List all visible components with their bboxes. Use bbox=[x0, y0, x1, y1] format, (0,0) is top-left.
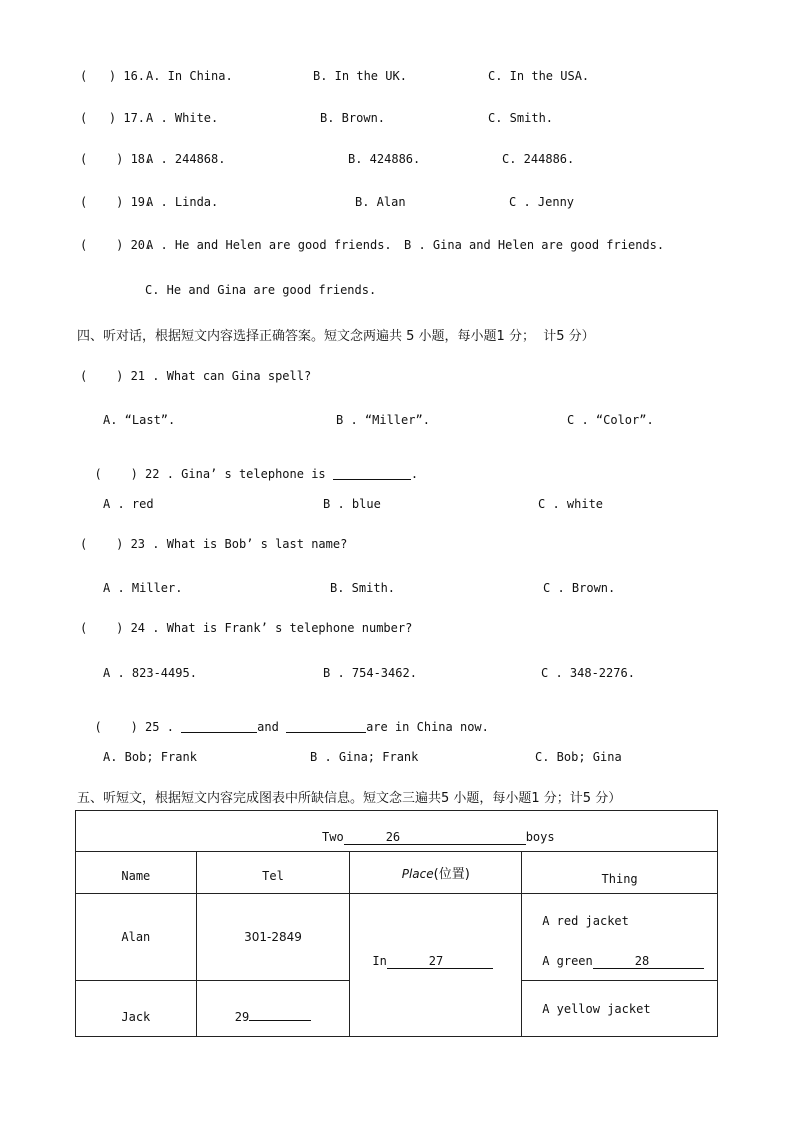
q25-option-c: C. Bob; Gina bbox=[535, 750, 622, 764]
header-place-text: Place bbox=[401, 867, 434, 881]
q20-option-a: A . He and Helen are good friends. bbox=[146, 238, 392, 252]
q23-stem: ( ) 23 . What is Bob’ s last name? bbox=[80, 537, 348, 551]
alan-name: Alan bbox=[121, 930, 151, 944]
blank-27-number: 27 bbox=[428, 953, 444, 968]
q18-paren: ( ) 18. bbox=[80, 152, 153, 166]
q22-option-b: B . blue bbox=[323, 497, 381, 511]
header-thing bbox=[522, 852, 718, 894]
q25-option-a: A. Bob; Frank bbox=[103, 750, 197, 764]
section4-heading: 四、听对话，根据短文内容选择正确答案。短文念两遍共 5 小题，每小题1 分； 计5 分） bbox=[77, 329, 595, 344]
q17-option-c: C. Smith. bbox=[488, 111, 554, 125]
table-row-alan bbox=[76, 894, 718, 981]
q22-answer-blank[interactable] bbox=[333, 467, 411, 480]
place-prefix: In bbox=[372, 953, 387, 968]
q22-option-a: A . red bbox=[103, 497, 154, 511]
q18-option-a: A . 244868. bbox=[146, 152, 226, 166]
q24-option-b: B . 754-3462. bbox=[323, 666, 417, 680]
cell-alan-tel bbox=[196, 894, 350, 981]
table-title-prefix: Two bbox=[322, 829, 344, 844]
table-title-suffix: boys bbox=[525, 829, 555, 844]
q18-option-b: B. 424886. bbox=[348, 152, 421, 166]
q20-option-c: C. He and Gina are good friends. bbox=[145, 283, 377, 297]
q23-option-b: B. Smith. bbox=[330, 581, 396, 595]
q25-stem-text: ( ) 25 . bbox=[94, 720, 182, 734]
q17-paren: ( ) 17. bbox=[80, 111, 146, 125]
q16-option-a: A. In China. bbox=[146, 69, 233, 83]
header-thing-text: Thing bbox=[601, 871, 638, 886]
place-content bbox=[350, 954, 521, 969]
header-place bbox=[350, 852, 522, 894]
q20-paren: ( ) 20. bbox=[80, 238, 153, 252]
header-name-text: Name bbox=[121, 868, 151, 883]
cell-jack-tel bbox=[196, 981, 350, 1037]
q16-option-c: C. In the USA. bbox=[488, 69, 590, 83]
q24-stem: ( ) 24 . What is Frank’ s telephone number? bbox=[80, 621, 413, 635]
q23-option-a: A . Miller. bbox=[103, 581, 183, 595]
cell-place bbox=[350, 894, 522, 1037]
table-title-row bbox=[76, 811, 718, 852]
jack-tel bbox=[235, 1010, 311, 1024]
q25-and: and bbox=[257, 720, 287, 734]
header-name bbox=[76, 852, 197, 894]
q22-option-c: C . white bbox=[538, 497, 604, 511]
q19-option-c: C . Jenny bbox=[509, 195, 575, 209]
q25-answer-blank-1[interactable] bbox=[181, 720, 257, 733]
thing-1: A red jacket bbox=[542, 914, 629, 928]
header-tel-text: Tel bbox=[262, 868, 284, 883]
cell-alan-name bbox=[76, 894, 197, 981]
q16-paren: ( ) 16. bbox=[80, 69, 146, 83]
thing-3: A yellow jacket bbox=[542, 1001, 651, 1016]
table-header-row bbox=[76, 852, 718, 894]
q21-option-c: C . “Color”. bbox=[567, 413, 654, 427]
q21-option-a: A. “Last”. bbox=[103, 413, 176, 427]
q25-option-b: B . Gina; Frank bbox=[310, 750, 419, 764]
q24-option-a: A . 823-4495. bbox=[103, 666, 197, 680]
q22-stem bbox=[80, 453, 418, 481]
info-table bbox=[75, 810, 718, 1037]
blank-28[interactable] bbox=[593, 954, 704, 969]
q20-option-b: B . Gina and Helen are good friends. bbox=[404, 238, 665, 252]
q23-option-c: C . Brown. bbox=[543, 581, 616, 595]
cell-jack-name bbox=[76, 981, 197, 1037]
q25-answer-blank-2[interactable] bbox=[286, 720, 366, 733]
q21-stem: ( ) 21 . What can Gina spell? bbox=[80, 369, 312, 383]
table-title-cell bbox=[76, 811, 718, 852]
header-place-cn: (位置) bbox=[433, 867, 470, 882]
q18-option-c: C. 244886. bbox=[502, 152, 575, 166]
q21-option-b: B . “Miller”. bbox=[336, 413, 430, 427]
q17-option-a: A . White. bbox=[146, 111, 219, 125]
q22-stem-text: ( ) 22 . Gina’ s telephone is bbox=[94, 467, 333, 481]
q25-stem-end: are in China now. bbox=[366, 720, 489, 734]
alan-tel: 301-2849 bbox=[244, 930, 302, 944]
q19-option-a: A . Linda. bbox=[146, 195, 219, 209]
q16-option-b: B. In the UK. bbox=[313, 69, 407, 83]
q17-option-b: B. Brown. bbox=[320, 111, 386, 125]
q24-option-c: C . 348-2276. bbox=[541, 666, 635, 680]
q22-stem-end: . bbox=[410, 467, 419, 481]
cell-jack-thing bbox=[522, 981, 718, 1037]
cell-alan-things bbox=[522, 894, 718, 981]
header-tel bbox=[196, 852, 350, 894]
section5-heading: 五、听短文，根据短文内容完成图表中所缺信息。短文念三遍共5 小题，每小题1 分；计5 分） bbox=[77, 791, 622, 806]
table-title bbox=[76, 818, 717, 845]
blank-29-number: 29 bbox=[234, 1009, 250, 1024]
blank-29[interactable] bbox=[249, 1020, 311, 1021]
blank-26[interactable] bbox=[344, 830, 526, 845]
thing-2-prefix: A green bbox=[542, 954, 593, 968]
q19-paren: ( ) 19. bbox=[80, 195, 153, 209]
blank-27[interactable] bbox=[387, 954, 493, 969]
q25-stem bbox=[80, 706, 489, 734]
blank-26-number: 26 bbox=[385, 829, 401, 844]
thing-2 bbox=[522, 928, 717, 969]
jack-name: Jack bbox=[121, 1009, 151, 1024]
blank-28-number: 28 bbox=[634, 954, 650, 968]
q19-option-b: B. Alan bbox=[355, 195, 406, 209]
